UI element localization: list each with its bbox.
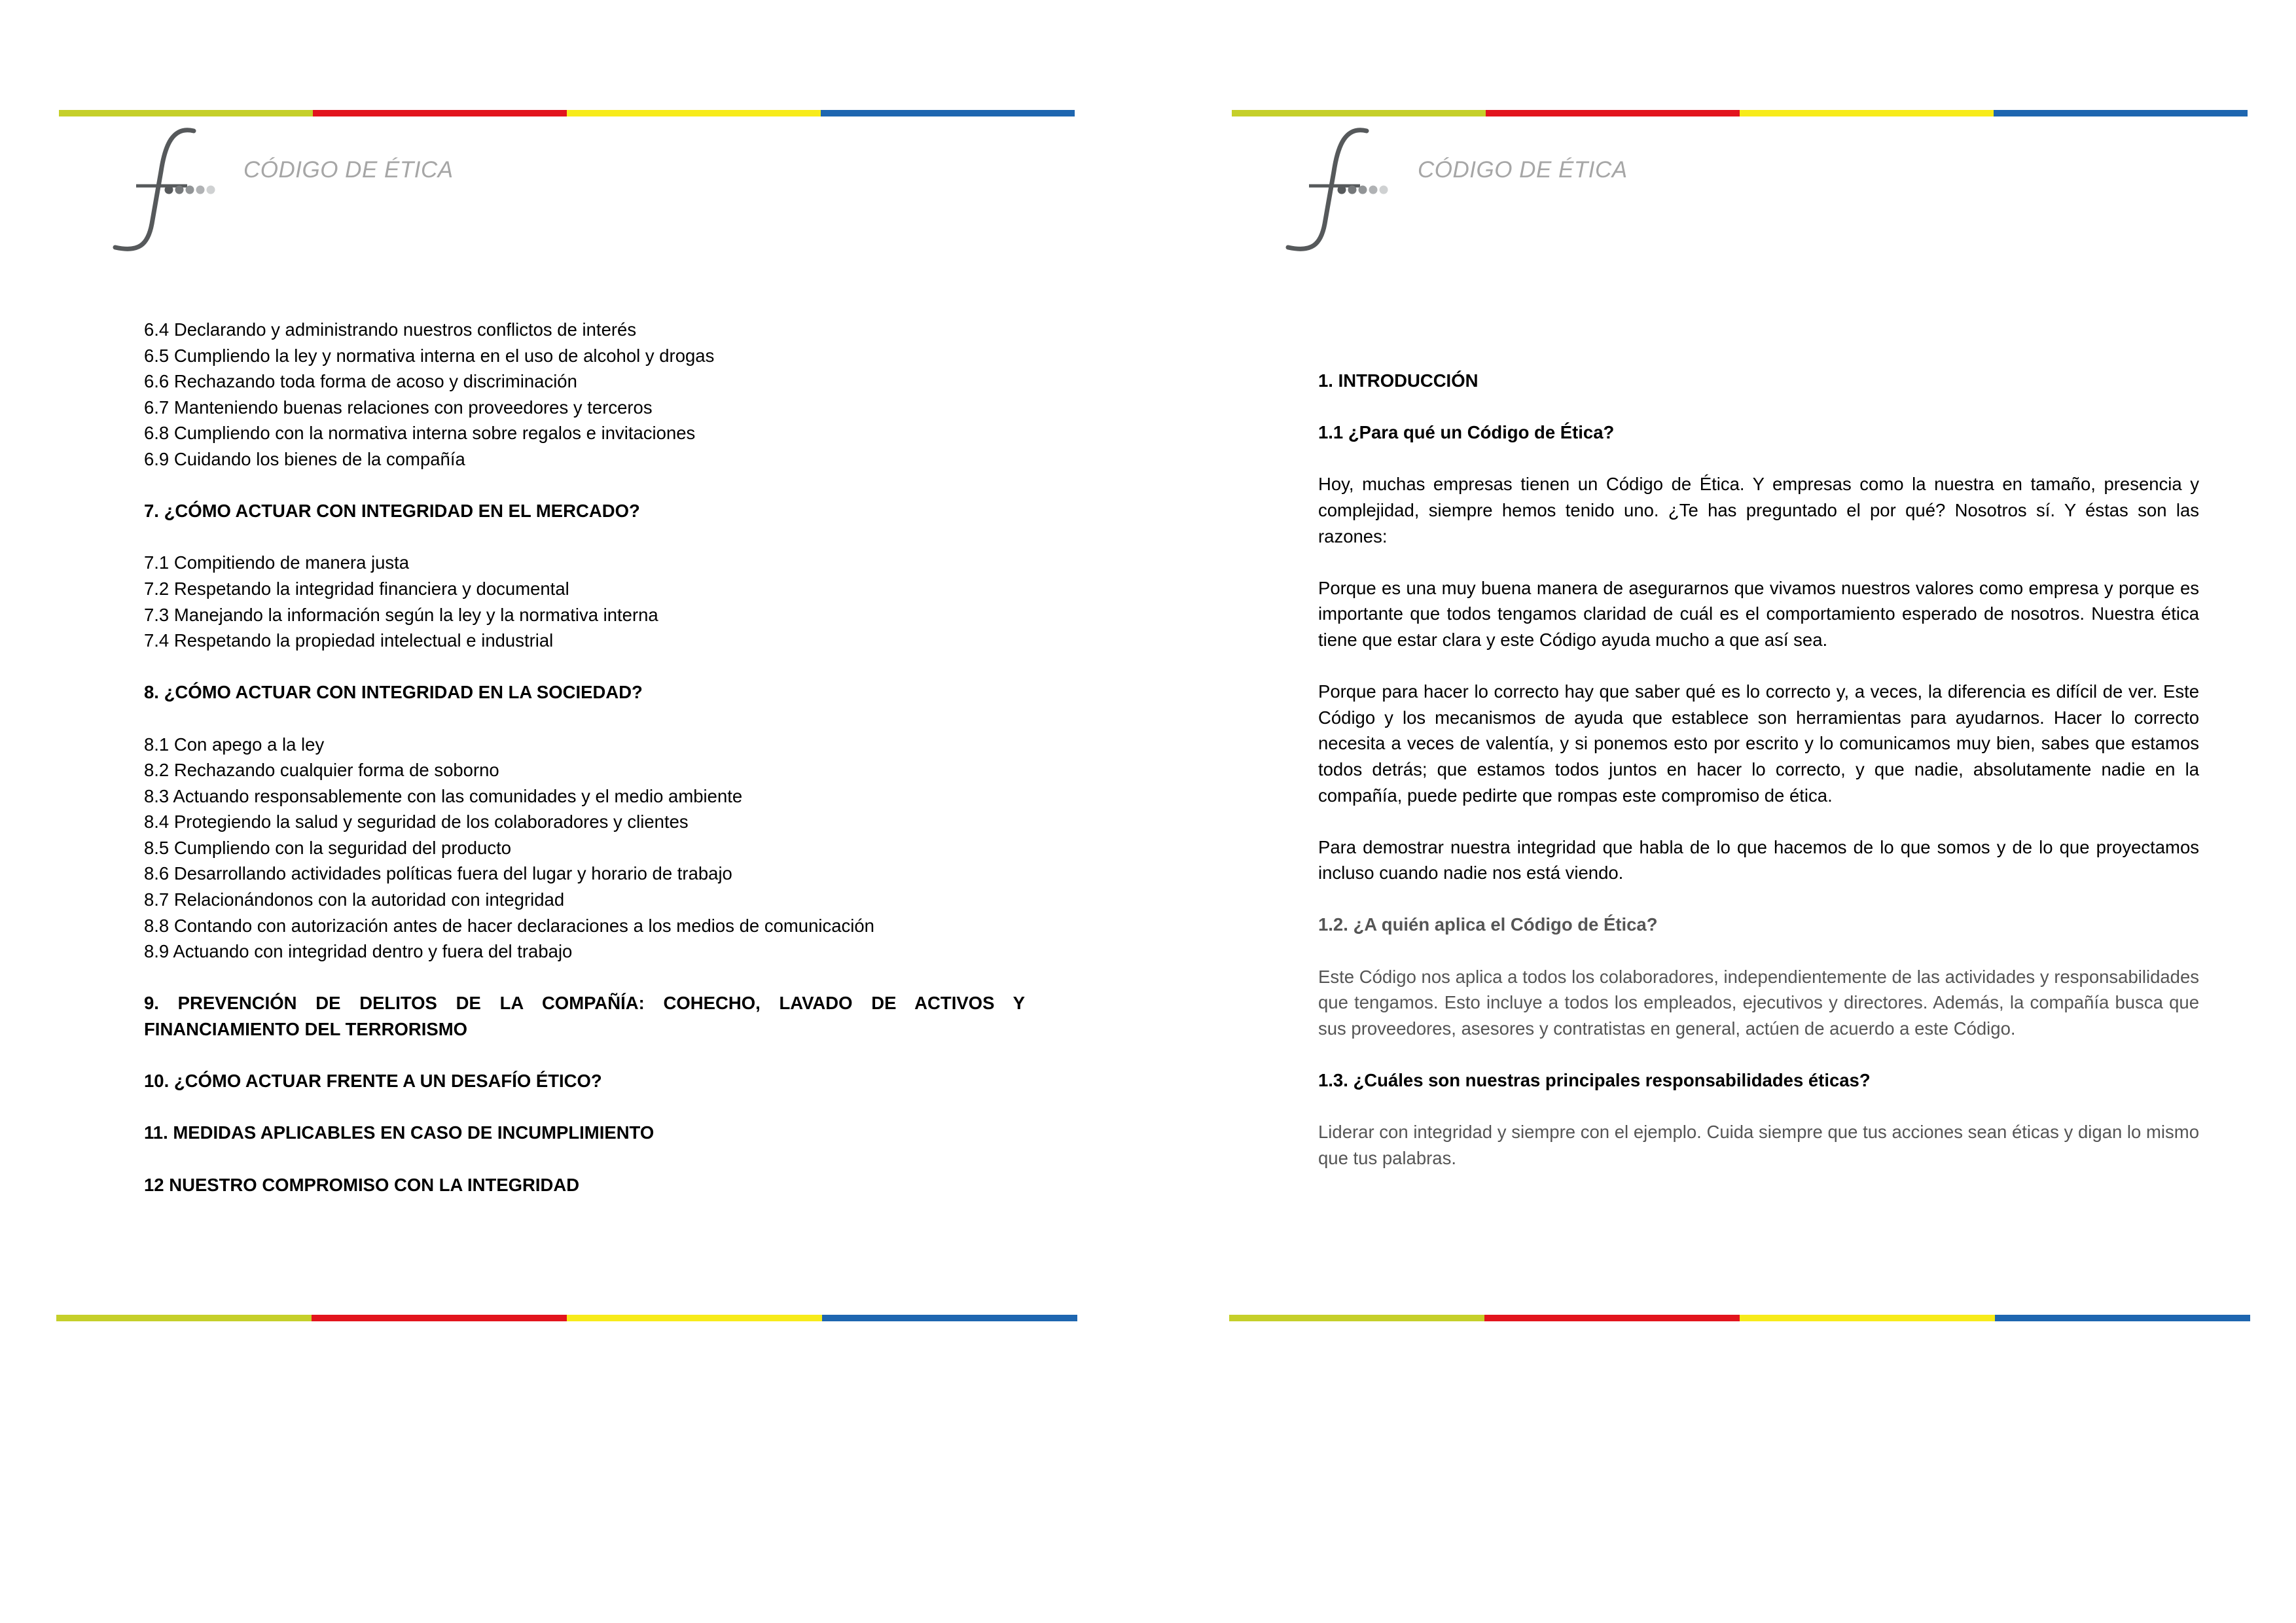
paragraph: Hoy, muchas empresas tienen un Código de Ética. Y empresas como la nuestra en tamaño, presencia y complejidad, siempre hemos tenido uno. ¿Te has preguntado el por qué? Nosotros sí. Y éstas son las razones: [1318,474,2199,546]
paragraph: Para demostrar nuestra integridad que habla de lo que hacemos de lo que somos y de lo que proyectamos incluso cuando nadie nos está viendo. [1318,836,2199,883]
toc-item: 6.7 Manteniendo buenas relaciones con proveedores y terceros [144,397,653,418]
toc-item: 6.4 Declarando y administrando nuestros conflictos de interés [144,319,637,340]
toc-section-heading: 7. ¿CÓMO ACTUAR CON INTEGRIDAD EN EL MERCADO? [144,501,640,522]
logo-f-icon [110,126,228,255]
logo-f-icon [1283,126,1401,255]
paragraph: Este Código nos aplica a todos los colaboradores, independientemente de las actividades y responsabilidades que tengamos. Esto incluye a todos los empleados, ejecutivos y directores. Además, la compañía busca que sus proveedores, asesores y contratistas en general, actúen de acuerdo a este Código. [1318,966,2199,1039]
document-header-title: CÓDIGO DE ÉTICA [1418,157,1628,183]
toc-item: 7.3 Manejando la información según la ley y la normativa interna [144,604,658,625]
toc-item: 8.4 Protegiendo la salud y seguridad de los colaboradores y clientes [144,812,689,832]
toc-item: 8.9 Actuando con integridad dentro y fuera del trabajo [144,941,573,962]
toc-item: 7.2 Respetando la integridad financiera y documental [144,578,569,599]
toc-item: 8.6 Desarrollando actividades políticas fuera del lugar y horario de trabajo [144,863,732,884]
toc-item: 8.8 Contando con autorización antes de hacer declaraciones a los medios de comunicación [144,915,874,936]
toc-item: 7.4 Respetando la propiedad intelectual e industrial [144,630,554,651]
toc-item: 6.5 Cumpliendo la ley y normativa interna en el uso de alcohol y drogas [144,345,715,366]
color-stripe-top [1232,110,2248,116]
page-right [1148,0,2296,1623]
introduction-section [1318,368,2199,1171]
paragraph: Liderar con integridad y siempre con el ejemplo. Cuida siempre que tus acciones sean éticas y digan lo mismo que tus palabras. [1318,1122,2199,1168]
toc-section-heading: 12 NUESTRO COMPROMISO CON LA INTEGRIDAD [144,1174,580,1195]
color-stripe-top [59,110,1075,116]
paragraph: Porque es una muy buena manera de asegurarnos que vivamos nuestros valores como empresa y porque es importante que todos tengamos claridad de cuál es el comportamiento esperado de nosotros. Nuestra ética tiene que estar clara y este Código ayuda mucho a que así sea. [1318,577,2199,650]
subsection-heading: 1.1 ¿Para qué un Código de Ética? [1318,422,1615,443]
toc-section-heading: 8. ¿CÓMO ACTUAR CON INTEGRIDAD EN LA SOCIEDAD? [144,682,643,703]
table-of-contents [144,317,1025,1198]
document-header-title: CÓDIGO DE ÉTICA [243,157,454,183]
toc-item: 8.7 Relacionándonos con la autoridad con integridad [144,889,565,910]
toc-item: 6.6 Rechazando toda forma de acoso y discriminación [144,371,577,392]
toc-item: 8.2 Rechazando cualquier forma de soborno [144,760,499,781]
paragraph: Porque para hacer lo correcto hay que saber qué es lo correcto y, a veces, la diferencia es difícil de ver. Este Código y los mecanismos de ayuda que establece son herramientas para ayudarnos. Hacer lo correcto necesita a veces de valentía, y si ponemos esto por escrito y lo comunicamos muy bien, sabes que estamos todos detrás; que estamos todos juntos en hacer lo correcto, y que nadie, absolutamente nadie en la compañía, puede pedirte que rompas este compromiso de ética. [1318,681,2199,806]
color-stripe-bottom [56,1315,1077,1321]
toc-item: 8.5 Cumpliendo con la seguridad del producto [144,837,512,858]
subsection-heading: 1.2. ¿A quién aplica el Código de Ética? [1318,914,1658,935]
toc-item: 6.9 Cuidando los bienes de la compañía [144,448,465,469]
toc-item: 8.1 Con apego a la ley [144,734,325,755]
color-stripe-bottom [1229,1315,2250,1321]
toc-section-heading: 10. ¿CÓMO ACTUAR FRENTE A UN DESAFÍO ÉTICO? [144,1071,602,1092]
toc-section-heading: 9. PREVENCIÓN DE DELITOS DE LA COMPAÑÍA: COHECHO, LAVADO DE ACTIVOS Y FINANCIAMIENTO DEL TERRORISMO [144,993,1025,1040]
section-heading: 1. INTRODUCCIÓN [1318,370,1479,391]
toc-item: 6.8 Cumpliendo con la normativa interna sobre regalos e invitaciones [144,423,696,444]
toc-item: 8.3 Actuando responsablemente con las comunidades y el medio ambiente [144,785,743,806]
subsection-heading: 1.3. ¿Cuáles son nuestras principales responsabilidades éticas? [1318,1070,1871,1091]
toc-section-heading: 11. MEDIDAS APLICABLES EN CASO DE INCUMPLIMIENTO [144,1122,655,1143]
toc-item: 7.1 Compitiendo de manera justa [144,552,410,573]
